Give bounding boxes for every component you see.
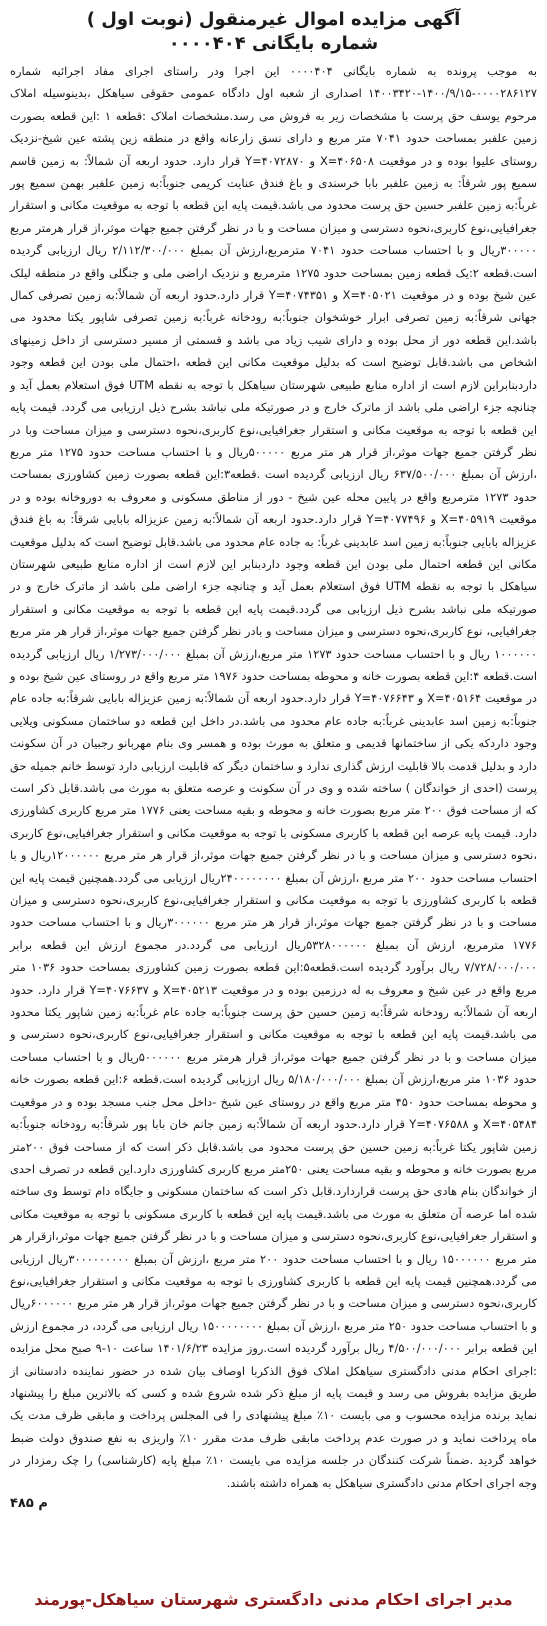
signature: مدیر اجرای احکام مدنی دادگستری شهرستان سیاهکل-پورمند	[34, 1590, 513, 1609]
notice-header	[10, 8, 537, 56]
archive-number: شماره بایگانی ۰۰۰۰۴۰۴	[168, 33, 379, 54]
notice-body: به موجب پرونده به شماره بایگانی ۰۰۰۰۴۰۴ این اجرا ودر راستای اجرای مفاد اجرائیه شماره ۰۰۰۰۲۸۶۱۲۷-۱۴۰۰/۹/۱۵-۱۴۰۰۳۴۲۰ اصداری از شعبه اول دادگاه عمومی حقوقی سیاهکل ،بدینوسیله املاک مرحوم یوسف حق پرست با مشخصات زیر به فروش می رسد.مشخصات املاک :قطعه ۱ :این قطعه بصورت زمین علفبر بمساحت حدود ۷۰۴۱ متر مربع و دارای نسق زارعانه واقع در منطقه زین پشته عین شیخ-نزدیک روستای علیوا بوده و در موقعیت X=۴۰۶۵۰۸ و Y=۴۰۷۲۸۷۰ قرار دارد. حدود اربعه آن شمالاً: به زمین قاسم سمیع پور شرقاً: به زمین علفبر بابا خرسندی و باغ فندق عنایت کریمی جنوباً:به زمین علفبر بهمن سمیع پور غرباً:به زمین علفبر حسین حق پرست محدود می باشد.قیمت پایه این قطعه با توجه به موقعیت مکانی و استقرار جغرافیایی،نوع کاربری،نحوه دسترسی و میزان مساحت و با در نظر گرفتن جمیع جهات موثر،از قرار هرمتر مربع ۳۰۰۰۰۰ریال و با احتساب مساحت حدود ۷۰۴۱ مترمربع،ارزش آن بمبلغ ۲/۱۱۲/۳۰۰/۰۰۰ ریال ارزیابی گردیده است.قطعه ۲:یک قطعه زمین بمساحت حدود ۱۲۷۵ مترمربع و نزدیک اراضی ملی و جنگلی واقع در منطقه لیلک عین شیخ بوده و در موقعیت X=۴۰۵۰۲۱ و Y=۴۰۷۴۳۵۱ قرار دارد.حدود اربعه آن شمالاً:به زمین تصرفی کمال جهانی شرقاً:به زمین تصرفی ابرار خوشخوان جنوباً:به رودخانه غرباً:به زمین تصرفی شاپور یکتا محدود می باشد.این قطعه دور از محل بوده و دارای شیب زیاد می باشد و قسمتی از مسیر دسترسی از داخل زمینهای اشخاص می باشد.قابل توضیح است که بدلیل موقعیت مکانی این قطعه ،احتمال ملی بودن این قطعه وجود داردبنابراین لازم است از اداره منابع طبیعی شهرستان سیاهکل با توجه به نقطه UTM فوق استعلام بعمل آید و چنانچه جزء اراضی ملی باشد از ماترک خارج و در صورتیکه ملی نباشد بشرح ذیل ارزیابی می گردد. قیمت پایه این قطعه با توجه به موقعیت مکانی و استقرار جغرافیایی،نوع کاربری،نحوه دسترسی و میزان مساحت وبا در نظر گرفتن جمیع جهات موثر،از قرار هر متر مربع ۵۰۰۰۰۰ریال و با احتساب مساحت حدود ۱۲۷۵ متر مربع ،ارزش آن بمبلغ ۶۳۷/۵۰۰/۰۰۰ ریال ارزیابی گردیده است .قطعه۳:این قطعه بصورت زمین کشاورزی بمساحت حدود ۱۲۷۳ مترمربع واقع در پایین محله عین شیخ - دور از مناطق مسکونی و معروف به دوروخانه بوده و در موقعیت X=۴۰۵۹۱۹ و Y=۴۰۷۷۴۹۶ قرار دارد.حدود اربعه آن شمالاً:به زمین عزیزاله بابایی شرقاً: به باغ فندق عزیزاله بابایی جنوباً:به زمین اسد عابدینی غرباً: به جاده عام محدود می باشد.قابل توضیح است که بدلیل موقعیت مکانی این قطعه احتمال ملی بودن این قطعه وجود داردبنابر این لازم است از اداره منابع طبیعی شهرستان سیاهکل با توجه به نقطه UTM فوق استعلام بعمل آید و چنانچه جزء اراضی ملی باشد از ماترک خارج و در صورتیکه ملی نباشد بشرح ذیل ارزیابی می گردد.قیمت پایه این قطعه با توجه به موقعیت مکانی و استقرار جغرافیایی، نوع کاربری،نحوه دسترسی و میزان مساحت و بادر نظر گرفتن جمیع جهات موثر،از قرار هر متر مربع ۱۰۰۰۰۰۰ ریال و با احتساب مساحت حدود ۱۲۷۳ متر مربع،ارزش آن بمبلغ ۱/۲۷۳/۰۰۰/۰۰۰ ریال ارزیابی گردیده است.قطعه ۴:این قطعه بصورت خانه و محوطه بمساحت حدود ۱۹۷۶ متر مربع واقع در روستای عین شیخ بوده و در موقعیت X=۴۰۵۱۶۴ و Y=۴۰۷۶۶۴۳ قرار دارد.حدود اربعه آن شمالاً:به زمین عزیزاله بابایی شرقاً:به جاده عام جنوباً:به زمین اسد عابدینی غرباً:به جاده عام محدود می باشد.در داخل این قطعه دو ساختمان مسکونی ویلایی وجود داردکه یکی از ساختمانها قدیمی و متعلق به مورث بوده و همسر وی بنام مهربانو رجبیان در آن سکونت دارد و بدلیل قدمت بالا قابلیت ارزش گذاری ندارد و ساختمان دیگر که قابلیت ارزیابی دارد توسط خانم جمیله حق پرست (احدی از خواندگان ) ساخته شده و وی در آن سکونت و عرصه متعلق به مورث می باشد.قابل ذکر است که از مساحت فوق ۲۰۰ متر مربع بصورت خانه و محوطه و بقیه مساحت یعنی ۱۷۷۶ متر مربع کاربری کشاورزی دارد. قیمت پایه عرصه این قطعه با کاربری مسکونی با توجه به موقعیت مکانی و استقرار جغرافیایی،نوع کاربری ،نحوه دسترسی و میزان مساحت و با در نظر گرفتن جمیع جهات موثر،از قرار هر متر مربع ۱۲۰۰۰۰۰۰ریال و با احتساب مساحت حدود ۲۰۰ متر مربع ،ارزش آن بمبلغ ۲۴۰۰۰۰۰۰۰۰ریال ارزیابی می گردد.همچنین قیمت پایه این قطعه با کاربری کشاورزی با توجه به موقعیت مکانی و استقرار جغرافیایی،نوع کاربری،نحوه دسترسی و میزان مساحت و با در نظر گرفتن جمیع جهات موثر،از قرار هر متر مربع ۳۰۰۰۰۰۰ریال و با احتساب مساحت حدود ۱۷۷۶ مترمربع، ارزش آن بمبلغ ۵۳۲۸۰۰۰۰۰۰ریال ارزیابی می گردد.در مجموع ارزش این قطعه برابر ۷/۷۲۸/۰۰۰/۰۰۰ ریال برآورد گردیده است.قطعه۵:این قطعه بصورت زمین کشاورزی بمساحت حدود ۱۰۳۶ متر مربع واقع در عین شیخ و معروف به له درزمین بوده و در موقعیت X=۴۰۵۲۱۳ و Y=۴۰۷۶۶۳۷ قرار دارد. حدود اربعه آن شمالاً:به رودخانه شرقاً:به زمین حسین حق پرست جنوباً:به جاده عام غرباً:به زمین شاپور یکتا محدود می باشد.قیمت پایه این قطعه با توجه به موقعیت مکانی و استقرار جغرافیایی،نوع کاربری،نحوه دسترسی و میزان مساحت و با در نظر گرفتن جمیع جهات موثر،از قرار هرمتر مربع ۵۰۰۰۰۰۰ریال و با احتساب مساحت حدود ۱۰۳۶ متر مربع،ارزش آن بمبلغ ۵/۱۸۰/۰۰۰/۰۰۰ ریال ارزیابی گردیده است.قطعه ۶:این قطعه بصورت خانه و محوطه بمساحت حدود ۴۵۰ متر مربع واقع در روستای عین شیخ -داخل محل جنب مسجد بوده و در موقعیت X=۴۰۵۴۸۴ و Y=۴۰۷۶۵۸۸ قرار دارد.حدود اربعه آن شمالاً:به زمین جانم خان بابا پور شرقاً:به رودخانه جنوباً:به زمین شاپور یکتا غرباً:به زمین حسین حق پرست محدود می باشد.قابل ذکر است که از مساحت فوق ۲۰۰متر مربع بصورت خانه و محوطه و بقیه مساحت یعنی ۲۵۰متر مربع کاربری کشاورزی دارد.این قطعه در تصرف احدی از خواندگان بنام هادی حق پرست قراردارد.قابل ذکر است که ساختمان مسکونی و جایگاه دام توسط وی ساخته شده اما عرصه آن متعلق به مورث می باشد.قیمت پایه این قطعه با کاربری مسکونی با توجه به موقعیت مکانی و استقرار جغرافیایی،نوع کاربری،نحوه دسترسی و میزان مساحت و با در نظر گرفتن جمیع جهات موثر،ازقرار هر متر مربع ۱۵۰۰۰۰۰۰ ریال و با احتساب مساحت حدود ۲۰۰ متر مربع ،ارزش آن بمبلغ ۳۰۰۰۰۰۰۰۰۰ریال ارزیابی می گردد.همچنین قیمت پایه این قطعه با کاربری کشاورزی با توجه به موقعیت مکانی و استقرار جغرافیایی،نوع کاربری،نحوه دسترسی و میزان مساحت و با در نظر گرفتن جمیع جهات موثر،از قرار هر متر مربع ۶۰۰۰۰۰۰ریال و با احتساب مساحت حدود ۲۵۰ متر مربع ،ارزش آن بمبلغ ۱۵۰۰۰۰۰۰۰۰ ریال ارزیابی می گردد، در مجموع ارزش این قطعه برابر ۴/۵۰۰/۰۰۰/۰۰۰ ریال برآورد گردیده است.روز مزایده ۱۴۰۱/۶/۲۳ ساعت ۱۰-۹ صبح محل مزایده :اجرای احکام مدنی دادگستری سیاهکل املاک فوق الذکربا اوصاف بیان شده در حضور نماینده دادستانی از طریق مزایده بفروش می رسد و قیمت پایه از مبلغ ذکر شده شروع شده و کسی که بالاترین مبلغ را پیشنهاد نماید برنده مزایده محسوب و می بایست ۱۰٪ مبلغ پیشنهادی را فی المجلس پرداخت و مابقی ظرف مدت یک ماه پرداخت نماید و در صورت عدم پرداخت مابقی ظرف مدت مقرر ۱۰٪ واریزی به نفع صندوق دولت ضبط خواهد گردید .ضمناً شرکت کنندگان در جلسه مزایده می بایست ۱۰٪ مبلغ پایه (کارشناسی) را چک رمزدار در وجه اجرای احکام مدنی دادگستری سیاهکل به همراه داشته باشند.	[10, 64, 538, 1490]
notice-title: آگهی مزایده اموال غیرمنقول (نوبت اول )	[86, 9, 461, 30]
notice-code: م ۴۸۵	[10, 1496, 48, 1511]
